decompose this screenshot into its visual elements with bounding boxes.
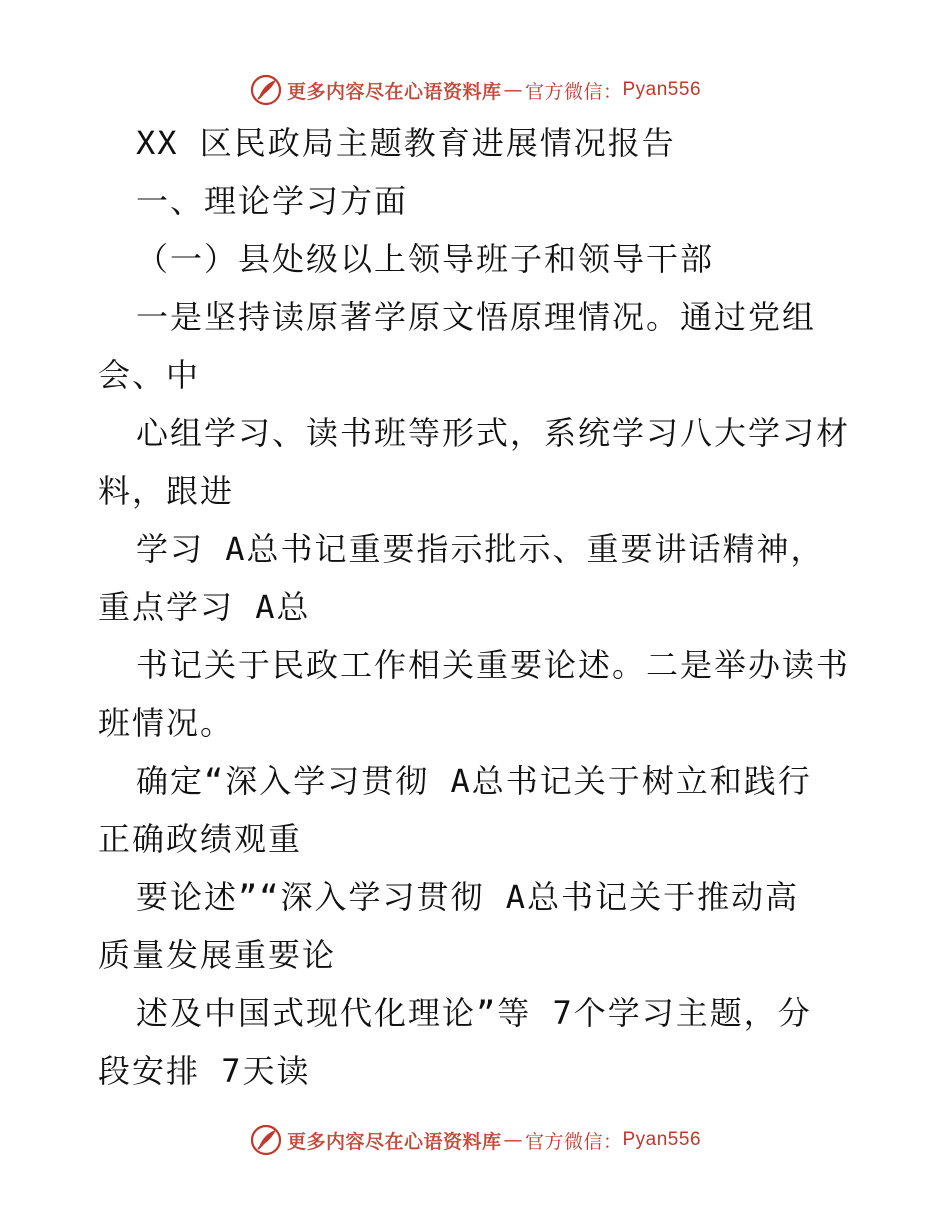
- quill-logo-icon: [249, 73, 283, 107]
- watermark-id: Pyan556: [622, 1129, 702, 1150]
- watermark-text: 更多内容尽在心语资料库: [286, 1130, 502, 1153]
- watermark-dash: —: [503, 79, 523, 101]
- text-line: 班情况。: [98, 704, 235, 742]
- text-line: （一）县处级以上领导班子和领导干部: [136, 240, 715, 278]
- text-line: 一是坚持读原著学原文悟原理情况。通过党组: [136, 298, 817, 336]
- text-line: 正确政绩观重: [98, 820, 303, 858]
- document-body: [98, 124, 878, 1110]
- text-line: 料，跟进: [98, 472, 235, 510]
- text-line: 确定“深入学习贯彻 A总书记关于树立和践行: [136, 762, 812, 800]
- watermark-banner-top: [0, 70, 950, 110]
- watermark-id: Pyan556: [622, 79, 702, 100]
- text-line: 重点学习 A总: [98, 588, 311, 626]
- quill-logo-icon: [249, 1123, 283, 1157]
- text-line: XX 区民政局主题教育进展情况报告: [136, 124, 676, 162]
- watermark-label: 官方微信：: [524, 80, 623, 103]
- text-line: 会、中: [98, 356, 201, 394]
- text-line: 要论述”“深入学习贯彻 A总书记关于推动高: [136, 878, 800, 916]
- text-line: 述及中国式现代化理论”等 7个学习主题，分: [136, 994, 812, 1032]
- text-line: 质量发展重要论: [98, 936, 337, 974]
- watermark-banner-bottom: [0, 1120, 950, 1160]
- watermark-dash: —: [503, 1129, 523, 1151]
- watermark-label: 官方微信：: [524, 1130, 623, 1153]
- text-line: 一、理论学习方面: [136, 182, 409, 220]
- text-line: 学习 A总书记重要指示批示、重要讲话精神，: [136, 530, 825, 568]
- text-line: 书记关于民政工作相关重要论述。二是举办读书: [136, 646, 851, 684]
- text-line: 段安排 7天读: [98, 1052, 311, 1090]
- text-line: 心组学习、读书班等形式，系统学习八大学习材: [136, 414, 851, 452]
- watermark-text: 更多内容尽在心语资料库: [286, 80, 502, 103]
